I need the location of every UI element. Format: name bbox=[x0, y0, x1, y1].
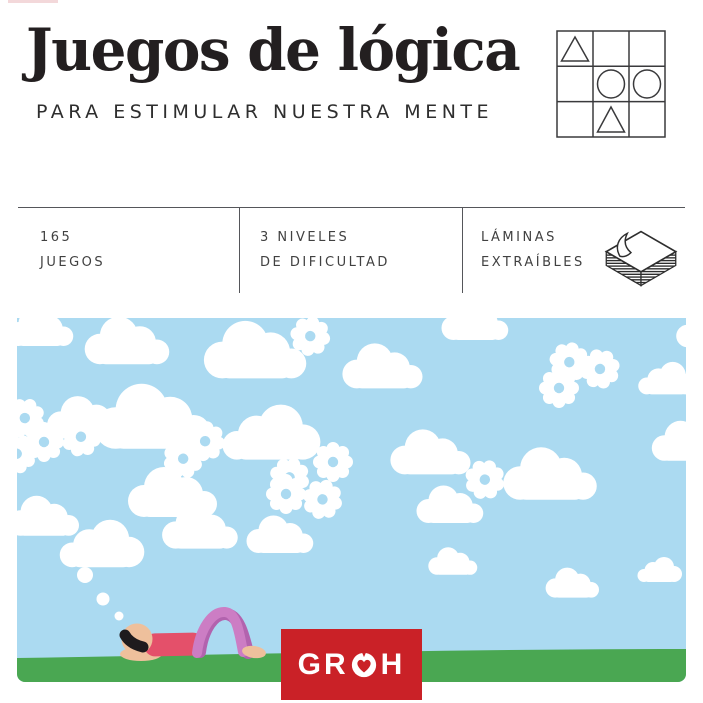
person-daydreaming bbox=[120, 612, 267, 661]
feature-levels-line1: 3 NIVELES bbox=[260, 230, 350, 245]
cover-subtitle: PARA ESTIMULAR NUESTRA MENTE bbox=[36, 101, 494, 123]
logo-text-h: H bbox=[380, 647, 406, 681]
logo-text-gr: GR bbox=[297, 647, 349, 681]
grid-triangle-bottom-center bbox=[598, 107, 625, 132]
publisher-logo-groh bbox=[281, 629, 422, 700]
paper-stack-icon bbox=[599, 227, 683, 291]
feature-band bbox=[18, 207, 685, 293]
feature-games bbox=[18, 208, 239, 293]
feature-games-count: 165 bbox=[40, 230, 73, 245]
heart-o-icon bbox=[350, 651, 378, 679]
thought-bubbles bbox=[77, 567, 124, 621]
grid-triangle-top-left bbox=[562, 37, 589, 61]
puzzle-grid-icon bbox=[556, 30, 666, 139]
feature-games-label: JUEGOS bbox=[40, 255, 106, 270]
feature-levels bbox=[239, 208, 462, 293]
feature-sheets bbox=[462, 208, 685, 293]
grid-circle-middle-right bbox=[634, 70, 661, 98]
cover-illustration bbox=[17, 318, 686, 682]
top-edge-pink-sliver bbox=[8, 0, 58, 3]
cover-title: Juegos de lógica bbox=[26, 16, 520, 84]
feature-sheets-line2: EXTRAÍBLES bbox=[481, 255, 585, 270]
feature-levels-line2: DE DIFICULTAD bbox=[260, 255, 390, 270]
grid-circle-middle-center bbox=[598, 70, 625, 98]
feature-sheets-line1: LÁMINAS bbox=[481, 230, 557, 245]
